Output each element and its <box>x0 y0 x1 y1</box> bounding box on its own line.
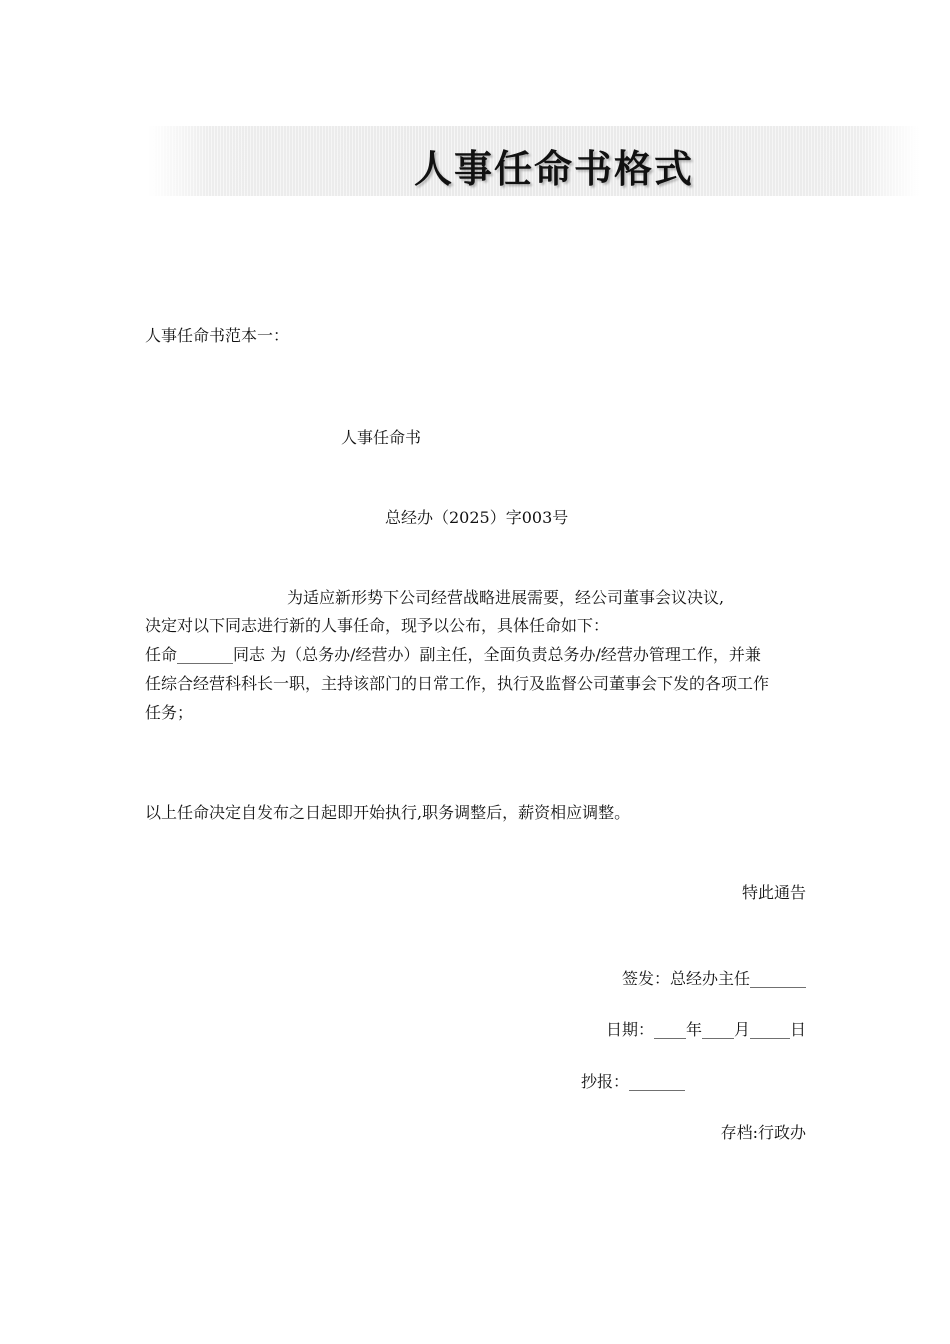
body-line-1: 为适应新形势下公司经营战略进展需要，经公司董事会议决议, <box>287 588 725 607</box>
body-line-4: 任综合经营科科长一职，主持该部门的日常工作，执行及监督公司董事会下发的各项工作 <box>145 674 770 693</box>
body-line-3: 任命_______同志 为（总务办/经营办）副主任，全面负责总务办/经营办管理工作，并兼 <box>145 645 761 664</box>
notice-closing: 特此通告 <box>741 883 806 902</box>
date-line: 日期：____年____月_____日 <box>605 1020 806 1039</box>
cc-line: 抄报：_______ <box>581 1072 686 1091</box>
effective-statement: 以上任命决定自发布之日起即开始执行,职务调整后，薪资相应调整。 <box>145 803 631 822</box>
title-banner <box>148 126 920 196</box>
appointment-heading: 人事任命书 <box>341 428 422 447</box>
body-line-2: 决定对以下同志进行新的人事任命，现予以公布，具体任命如下： <box>145 616 610 635</box>
archive-line: 存档:行政办 <box>720 1123 806 1142</box>
document-number: 总经办（2025）字003号 <box>385 508 569 527</box>
sample-label: 人事任命书范本一： <box>145 326 290 345</box>
body-line-5: 任务； <box>145 703 194 722</box>
document-title: 人事任命书格式 <box>413 147 694 191</box>
signed-by-line: 签发：总经办主任_______ <box>621 969 806 988</box>
